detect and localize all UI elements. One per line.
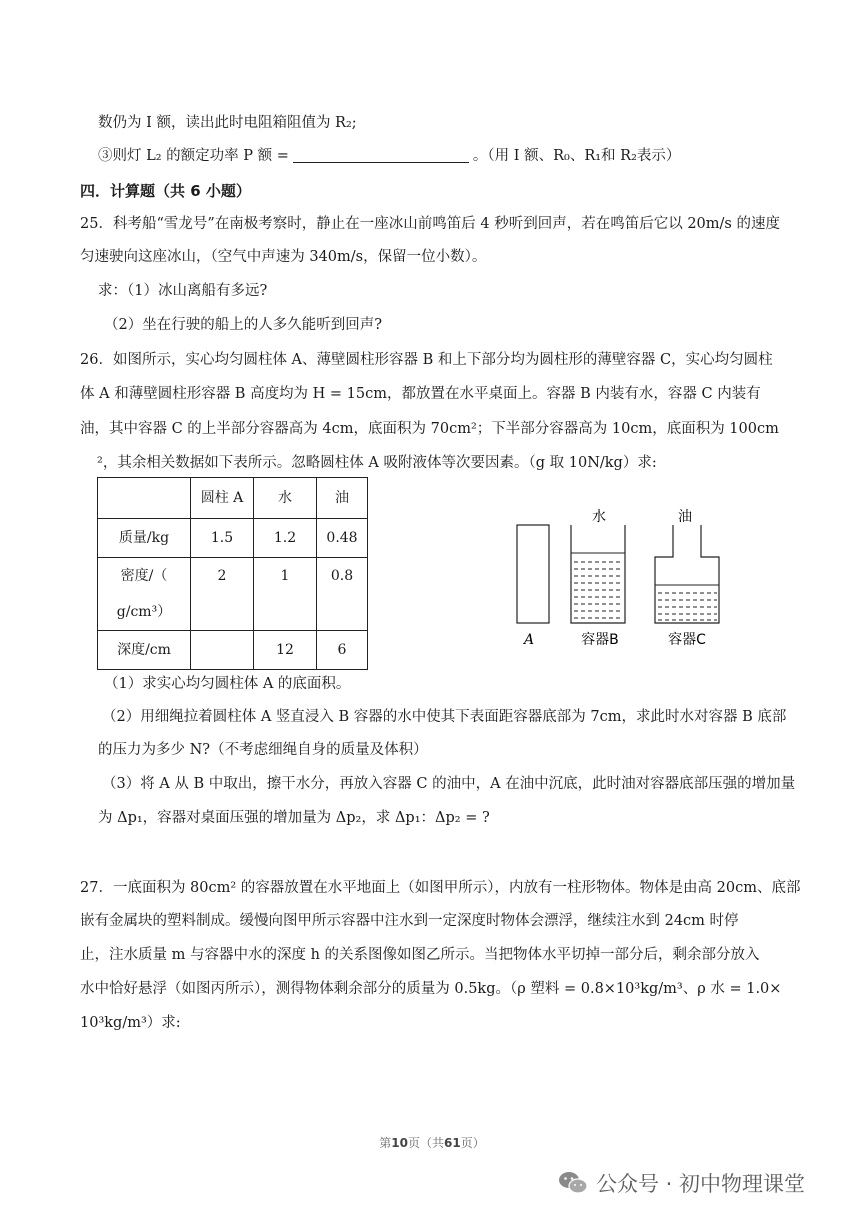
data-table (97, 477, 368, 670)
text-fragment: 。（用 I 额、R₀、R₁和 R₂表示） (472, 148, 681, 164)
answer-blank[interactable] (293, 146, 469, 163)
table-cell: 1 (254, 558, 317, 631)
question-26-line: （2）用细绳拉着圆柱体 A 竖直浸入 B 容器的水中使其下表面距容器底部为 7cm，求此时水对容器 B 底部 (102, 709, 787, 725)
table-cell: 质量/kg (98, 519, 191, 558)
question-25-line: （2）坐在行驶的船上的人多久能听到回声? (104, 317, 382, 333)
table-cell (191, 631, 254, 670)
page-number: 10 (391, 1136, 408, 1150)
table-cell: 2 (191, 558, 254, 631)
text-line (98, 146, 680, 166)
table-cell: 密度/（ g/cm³） (98, 558, 191, 631)
footer-prefix: 第 (379, 1136, 392, 1150)
question-27-line: 水中恰好悬浮（如图丙所示），测得物体剩余部分的质量为 0.5kg。（ρ 塑料 = 0.8×10³kg/m³、ρ 水 = 1.0× (80, 981, 782, 997)
table-header-cell: 水 (254, 478, 317, 519)
page-total: 61 (444, 1136, 461, 1150)
table-row (98, 558, 368, 631)
question-26-line: 的压力为多少 N?（不考虑细绳自身的质量及体积） (98, 742, 428, 758)
table-header-cell: 油 (317, 478, 368, 519)
table-cell: 深度/cm (98, 631, 191, 670)
cylinder-a-shape (517, 525, 549, 623)
question-27-line: 嵌有金属块的塑料制成。缓慢向图甲所示容器中注水到一定深度时物体会漂浮，继续注水到 24cm 时停 (80, 913, 739, 929)
question-26-line: 为 Δp₁，容器对桌面压强的增加量为 Δp₂，求 Δp₁：Δp₂ = ? (98, 810, 490, 826)
oil-hatching (658, 593, 717, 620)
question-26-line: 体 A 和薄壁圆柱形容器 B 高度均为 H = 15cm，都放置在水平桌面上。容器 B 内装有水，容器 C 内装有 (80, 386, 761, 402)
table-header-row (98, 478, 368, 519)
question-26-line: 油，其中容器 C 的上半部分容器高为 4cm，底面积为 70cm²；下半部分容器高为 10cm，底面积为 100cm (80, 421, 779, 437)
question-27-line: 27．一底面积为 80cm² 的容器放置在水平地面上（如图甲所示），内放有一柱形物体。物体是由高 20cm、底部 (80, 880, 801, 896)
table-row (98, 519, 368, 558)
question-26-line: （3）将 A 从 B 中取出，擦干水分，再放入容器 C 的油中，A 在油中沉底，此时油对容器底部压强的增加量 (102, 776, 796, 792)
water-hatching (574, 562, 623, 618)
table-cell: 12 (254, 631, 317, 670)
container-b-shape (571, 525, 625, 623)
table-header-cell: 圆柱 A (191, 478, 254, 519)
container-b-label: 容器B (581, 632, 619, 648)
section-heading: 四．计算题（共 6 小题） (80, 182, 251, 200)
oil-label: 油 (678, 509, 692, 525)
container-c-label: 容器C (668, 632, 706, 648)
question-27-line: 10³kg/m³）求: (80, 1015, 181, 1031)
text-line: 数仍为 I 额，读出此时电阻箱阻值为 R₂; (98, 115, 357, 131)
table-cell: 6 (317, 631, 368, 670)
table-row (98, 631, 368, 670)
table-cell: 0.8 (317, 558, 368, 631)
table-cell: 1.5 (191, 519, 254, 558)
footer-middle: 页（共 (407, 1136, 444, 1150)
question-26-line: 26．如图所示，实心均匀圆柱体 A、薄壁圆柱形容器 B 和上下部分均为圆柱形的薄壁容器 C，实心均匀圆柱 (80, 352, 773, 368)
table-cell: 1.2 (254, 519, 317, 558)
watermark (558, 1168, 805, 1198)
text-fragment: ③则灯 L₂ 的额定功率 P 额 = (98, 148, 289, 164)
footer-suffix: 页） (460, 1136, 485, 1150)
wechat-icon (558, 1170, 588, 1196)
question-26-line: （1）求实心均匀圆柱体 A 的底面积。 (104, 676, 351, 692)
question-27-line: 止，注水质量 m 与容器中水的深度 h 的关系图像如图乙所示。当把物体水平切掉一部分后，剩余部分放入 (80, 947, 760, 963)
question-25-line: 求：（1）冰山离船有多远? (98, 283, 268, 299)
question-26-line: ²，其余相关数据如下表所示。忽略圆柱体 A 吸附液体等次要因素。（g 取 10N/kg）求: (97, 455, 657, 471)
table-header-cell (98, 478, 191, 519)
page-footer (0, 1134, 864, 1151)
container-c-shape (655, 525, 719, 623)
cylinder-a-label: A (523, 632, 535, 648)
watermark-text: 公众号 · 初中物理课堂 (596, 1172, 806, 1196)
containers-figure (505, 505, 735, 655)
question-25-line: 匀速驶向这座冰山，（空气中声速为 340m/s，保留一位小数）。 (80, 249, 487, 265)
water-label: 水 (592, 509, 606, 525)
question-25-line: 25．科考船“雪龙号”在南极考察时，静止在一座冰山前鸣笛后 4 秒听到回声，若在鸣笛后它以 20m/s 的速度 (80, 216, 780, 232)
table-cell: 0.48 (317, 519, 368, 558)
